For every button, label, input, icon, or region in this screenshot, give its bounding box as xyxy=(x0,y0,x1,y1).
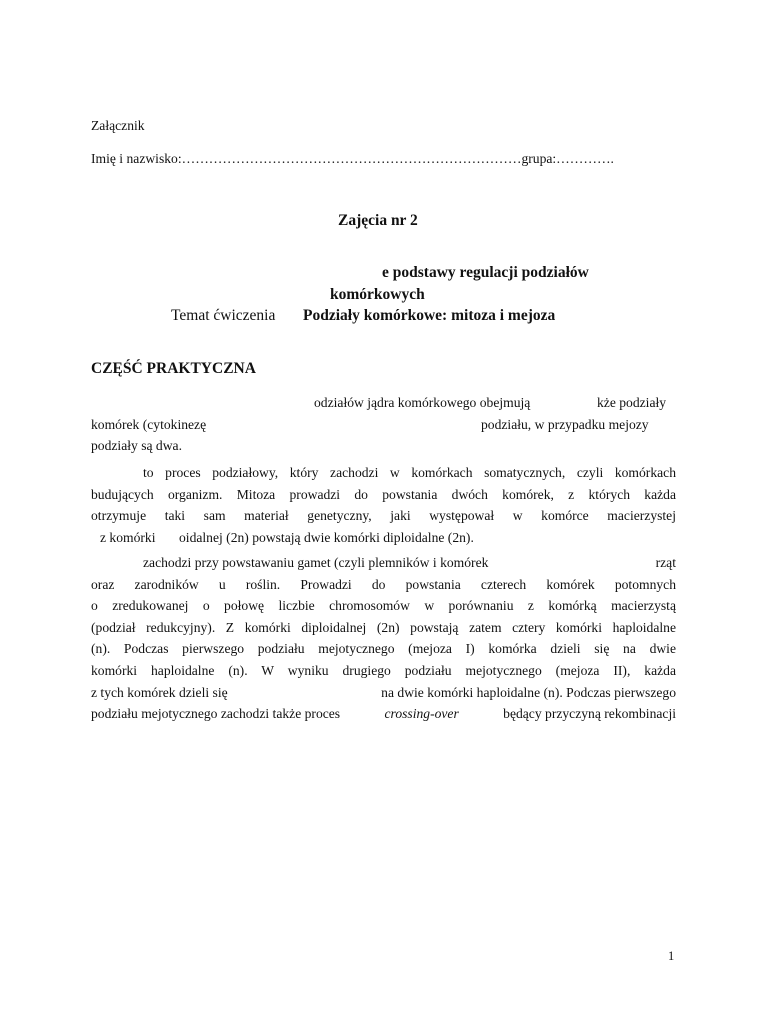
section-heading: CZĘŚĆ PRAKTYCZNA xyxy=(91,360,256,377)
meiosis-line-8b-crossing-over: crossing-over xyxy=(384,706,459,722)
session-title: Zajęcia nr 2 xyxy=(338,212,418,229)
meiosis-line-6: komórki haploidalne (n). W wyniku drugiego podziału mejotycznego (mejoza II), każda xyxy=(91,662,676,678)
name-group-line: Imię i nazwisko:…………………………………………………………………grupa:…………. xyxy=(91,151,614,166)
meiosis-line-5: (n). Podczas pierwszego podziału mejotycznego (mejoza I) komórka dzieli się na dwie xyxy=(91,641,676,657)
topic-line-1: e podstawy regulacji podziałów xyxy=(382,264,589,281)
intro-line-2b: podziału, w przypadku mejozy xyxy=(481,416,649,432)
intro-line-1a: odziałów jądra komórkowego obejmują xyxy=(314,395,531,410)
mitosis-line-1: to proces podziałowy, który zachodzi w komórkach somatycznych, czyli komórkach xyxy=(143,465,676,480)
mitosis-line-4b: oidalnej (2n) powstają dwie komórki diploidalne (2n). xyxy=(179,529,474,545)
exercise-topic-label: Temat ćwiczenia xyxy=(171,307,276,324)
intro-line-3: podziały są dwa. xyxy=(91,438,182,454)
intro-line-2a: komórek (cytokinezę xyxy=(91,416,207,432)
attachment-label: Załącznik xyxy=(91,118,145,133)
intro-line-1b: kże podziały xyxy=(597,395,667,410)
meiosis-paragraph xyxy=(91,552,676,725)
meiosis-line-1a: zachodzi przy powstawaniu gamet (czyli plemników i komórek xyxy=(143,555,489,570)
mitosis-line-4a: z komórki xyxy=(100,529,156,545)
page-number: 1 xyxy=(668,949,675,963)
meiosis-line-1b: rząt xyxy=(655,555,676,570)
meiosis-line-8c: będący przyczyną rekombinacji xyxy=(503,706,676,722)
mitosis-line-2: budujących organizm. Mitoza prowadzi do powstania dwóch komórek, z których każda xyxy=(91,486,676,502)
meiosis-line-4: (podział redukcyjny). Z komórki diploidalnej (2n) powstają zatem cztery komórki haploidalne xyxy=(91,619,676,635)
meiosis-line-3: o zredukowanej o połowę liczbie chromosomów w porównaniu z komórką macierzystą xyxy=(91,598,676,614)
mitosis-line-3: otrzymuje taki sam materiał genetyczny, jaki występował w komórce macierzystej xyxy=(91,508,676,524)
meiosis-line-2: oraz zarodników u roślin. Prowadzi do powstania czterech komórek potomnych xyxy=(91,576,676,592)
exercise-topic-title: Podziały komórkowe: mitoza i mejoza xyxy=(303,307,556,324)
meiosis-line-7a: z tych komórek dzieli się xyxy=(91,684,228,700)
topic-line-2: komórkowych xyxy=(330,286,425,303)
meiosis-line-8a: podziału mejotycznego zachodzi także proces xyxy=(91,706,341,722)
meiosis-line-7b: na dwie komórki haploidalne (n). Podczas pierwszego xyxy=(381,684,676,700)
mitosis-paragraph xyxy=(91,462,676,548)
intro-paragraph xyxy=(91,392,676,457)
